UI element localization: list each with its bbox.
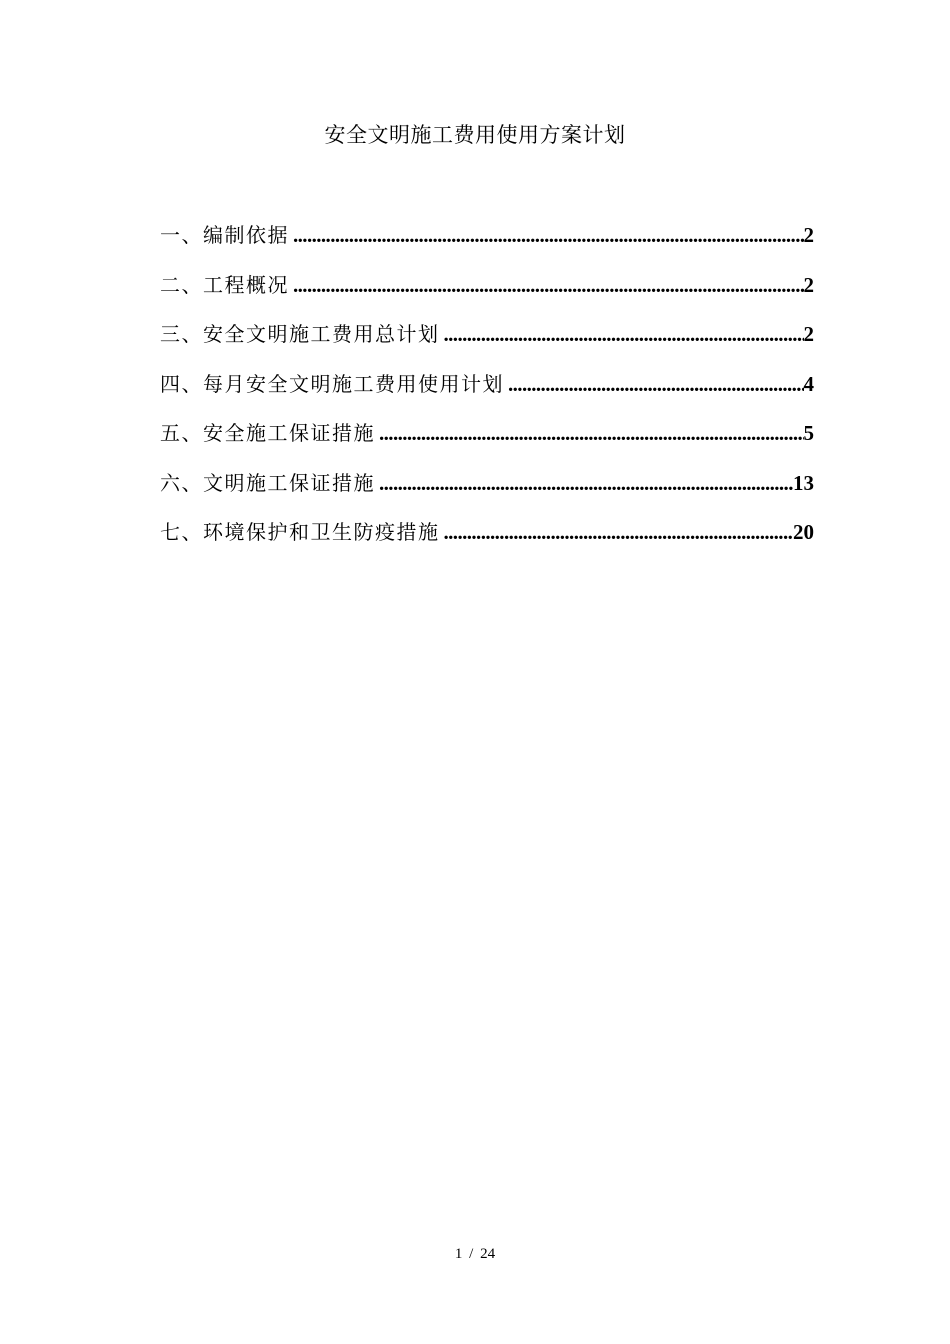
toc-entry[interactable] <box>160 464 814 514</box>
toc-dot-leader <box>289 266 804 304</box>
toc-entry-label: 七、环境保护和卫生防疫措施 <box>160 520 440 544</box>
toc-dot-leader <box>440 315 804 353</box>
toc-entry-label: 六、文明施工保证措施 <box>160 470 375 495</box>
toc-entry-label: 二、工程概况 <box>160 272 289 297</box>
toc-entry[interactable] <box>160 365 814 415</box>
table-of-contents <box>160 216 814 563</box>
toc-entry-page: 2 <box>803 322 814 346</box>
toc-dot-leader <box>504 365 804 403</box>
toc-entry-page: 13 <box>793 470 814 495</box>
toc-entry[interactable] <box>160 266 814 316</box>
page-number-footer: 1 / 24 <box>454 1246 496 1262</box>
toc-dot-leader <box>375 464 793 502</box>
toc-entry[interactable] <box>160 513 814 563</box>
toc-entry[interactable] <box>160 315 814 365</box>
toc-entry-page: 4 <box>803 371 814 396</box>
toc-entry-page: 2 <box>803 223 814 247</box>
toc-entry-page: 5 <box>803 421 814 445</box>
toc-entry-label: 五、安全施工保证措施 <box>160 421 375 445</box>
toc-entry-label: 三、安全文明施工费用总计划 <box>160 322 440 346</box>
toc-dot-leader <box>440 513 794 551</box>
toc-entry[interactable] <box>160 216 814 266</box>
toc-entry-label: 四、每月安全文明施工费用使用计划 <box>160 371 504 396</box>
toc-entry[interactable] <box>160 414 814 464</box>
toc-entry-page: 20 <box>793 520 814 544</box>
toc-dot-leader <box>289 216 804 254</box>
toc-dot-leader <box>375 414 804 452</box>
toc-entry-page: 2 <box>803 272 814 297</box>
document-title: 安全文明施工费用使用方案计划 <box>324 123 626 147</box>
toc-entry-label: 一、编制依据 <box>160 223 289 247</box>
